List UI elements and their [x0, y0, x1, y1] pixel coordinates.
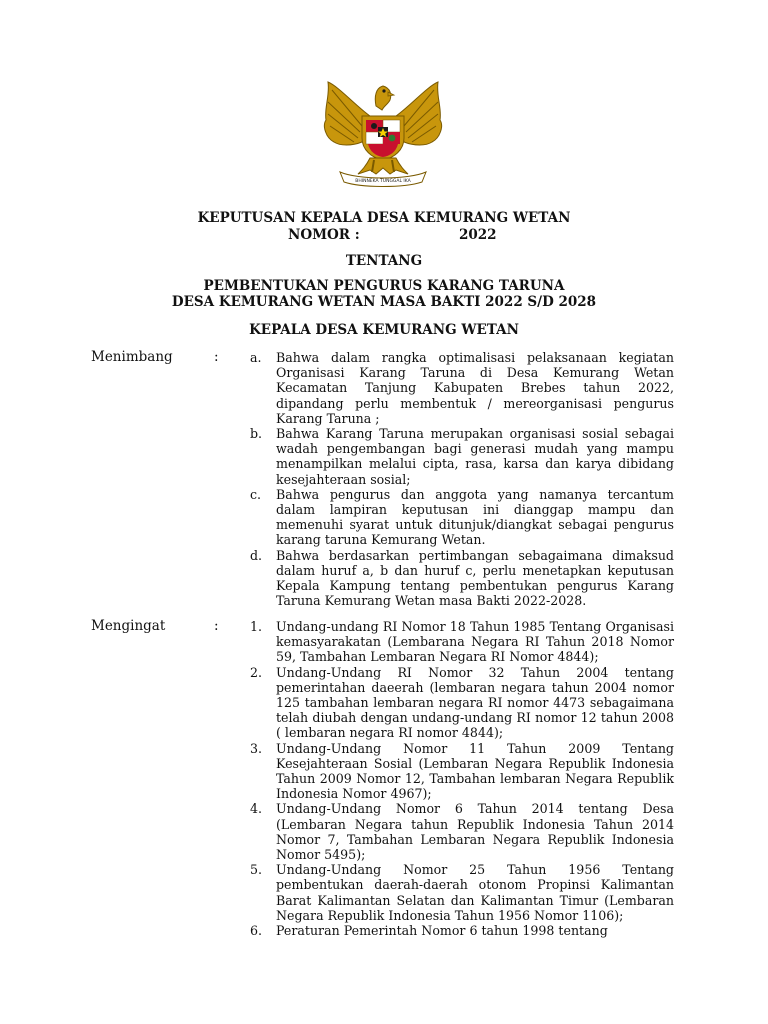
document-title: KEPUTUSAN KEPALA DESA KEMURANG WETAN — [197, 210, 571, 226]
list-item — [250, 350, 674, 426]
item-marker: 5. — [250, 862, 263, 878]
item-marker: c. — [250, 486, 262, 502]
list-item — [250, 741, 674, 802]
list-item — [250, 426, 674, 487]
item-marker: a. — [250, 350, 262, 365]
item-text: Undang-Undang RI Nomor 32 Tahun 2004 tentang pemerintahan daeerah (lembaran negara tahun 2004 nomor 125 tambahan lembaran negara RI nomor 4473 sebagaimana telah diubah dengan undang-undang RI nomor 12 tahun 2008 ( lembaran negara RI nomor 4844); — [276, 664, 674, 741]
item-marker: 4. — [250, 801, 263, 817]
item-marker: 6. — [250, 923, 263, 939]
item-text: Bahwa pengurus dan anggota yang namanya tercantum dalam lampiran keputusan ini dianggap mampu dan memenuhi syarat untuk ditunjuk/diangkat sebagai pengurus karang taruna Kemurang Wetan. — [276, 486, 674, 548]
item-text: Bahwa dalam rangka optimalisasi pelaksanaan kegiatan Organisasi Karang Taruna di Desa Kemurang Wetan Kecamatan Tanjung Kabupaten Brebes tahun 2022, dipandang perlu membentuk / mereorganisasi pengurus Karang Taruna ; — [276, 350, 674, 426]
item-text: Bahwa Karang Taruna merupakan organisasi sosial sebagai wadah pengembangan bagi generasi mudah yang mampu menampilkan melalui cipta, rasa, karsa dan karya dibidang kesejahteraan sosial; — [276, 426, 674, 487]
subject-line-1: PEMBENTUKAN PENGURUS KARANG TARUNA — [203, 278, 565, 294]
item-text: Undang-Undang Nomor 25 Tahun 1956 Tentang pembentukan daerah-daerah otonom Propinsi Kalimantan Barat Kalimantan Selatan dan Kalimantan Timur (Lembaran Negara Republik Indonesia Tahun 1956 Nomor 1106); — [276, 862, 674, 923]
list-item — [250, 619, 674, 665]
item-text: Undang-Undang Nomor 6 Tahun 2014 tentang Desa (Lembaran Negara tahun Republik Indonesia Tahun 2014 Nomor 7, Tambahan Lembaran Negara Republik Indonesia Nomor 5495); — [276, 801, 674, 863]
menimbang-list — [250, 350, 674, 608]
garuda-pancasila-emblem-icon — [318, 76, 448, 188]
tentang-heading: TENTANG — [345, 253, 423, 269]
item-text: Undang-undang RI Nomor 18 Tahun 1985 Tentang Organisasi kemasyarakatan (Lembarana Negara RI Tahun 2018 Nomor 59, Tambahan Lembaran Negara RI Nomor 4844); — [276, 619, 674, 665]
mengingat-list — [250, 619, 674, 938]
nomor-year: 2022 — [459, 227, 497, 243]
item-text: Undang-Undang Nomor 11 Tahun 2009 Tentang Kesejahteraan Sosial (Lembaran Negara Republik Indonesia Tahun 2009 Nomor 12, Tambahan lembaran Negara Republik Indonesia Nomor 4967); — [276, 740, 674, 802]
item-marker: 1. — [250, 619, 263, 634]
mengingat-colon: : — [214, 618, 219, 634]
list-item — [250, 487, 674, 548]
item-marker: d. — [250, 547, 263, 563]
list-item — [250, 548, 674, 609]
menimbang-colon: : — [214, 349, 219, 365]
emblem-motto: BHINNEKA TUNGGAL IKA — [355, 179, 411, 184]
menimbang-label: Menimbang — [91, 349, 173, 365]
item-marker: 3. — [250, 740, 263, 756]
item-text: Bahwa berdasarkan pertimbangan sebagaimana dimaksud dalam huruf a, b dan huruf c, perlu menetapkan keputusan Kepala Kampung tentang pembentukan pengurus Karang Taruna Kemurang Wetan masa Bakti 2022-2028. — [276, 547, 674, 609]
issuer-heading: KEPALA DESA KEMURANG WETAN — [249, 322, 519, 338]
mengingat-label: Mengingat — [91, 618, 166, 634]
item-text: Peraturan Pemerintah Nomor 6 tahun 1998 tentang — [276, 923, 608, 939]
list-item — [250, 862, 674, 923]
subject-line-2: DESA KEMURANG WETAN MASA BAKTI 2022 S/D 2028 — [171, 294, 597, 310]
list-item — [250, 665, 674, 741]
list-item — [250, 801, 674, 862]
item-marker: b. — [250, 426, 263, 442]
item-marker: 2. — [250, 664, 263, 680]
list-item — [250, 923, 674, 938]
nomor-label: NOMOR : — [288, 227, 360, 243]
